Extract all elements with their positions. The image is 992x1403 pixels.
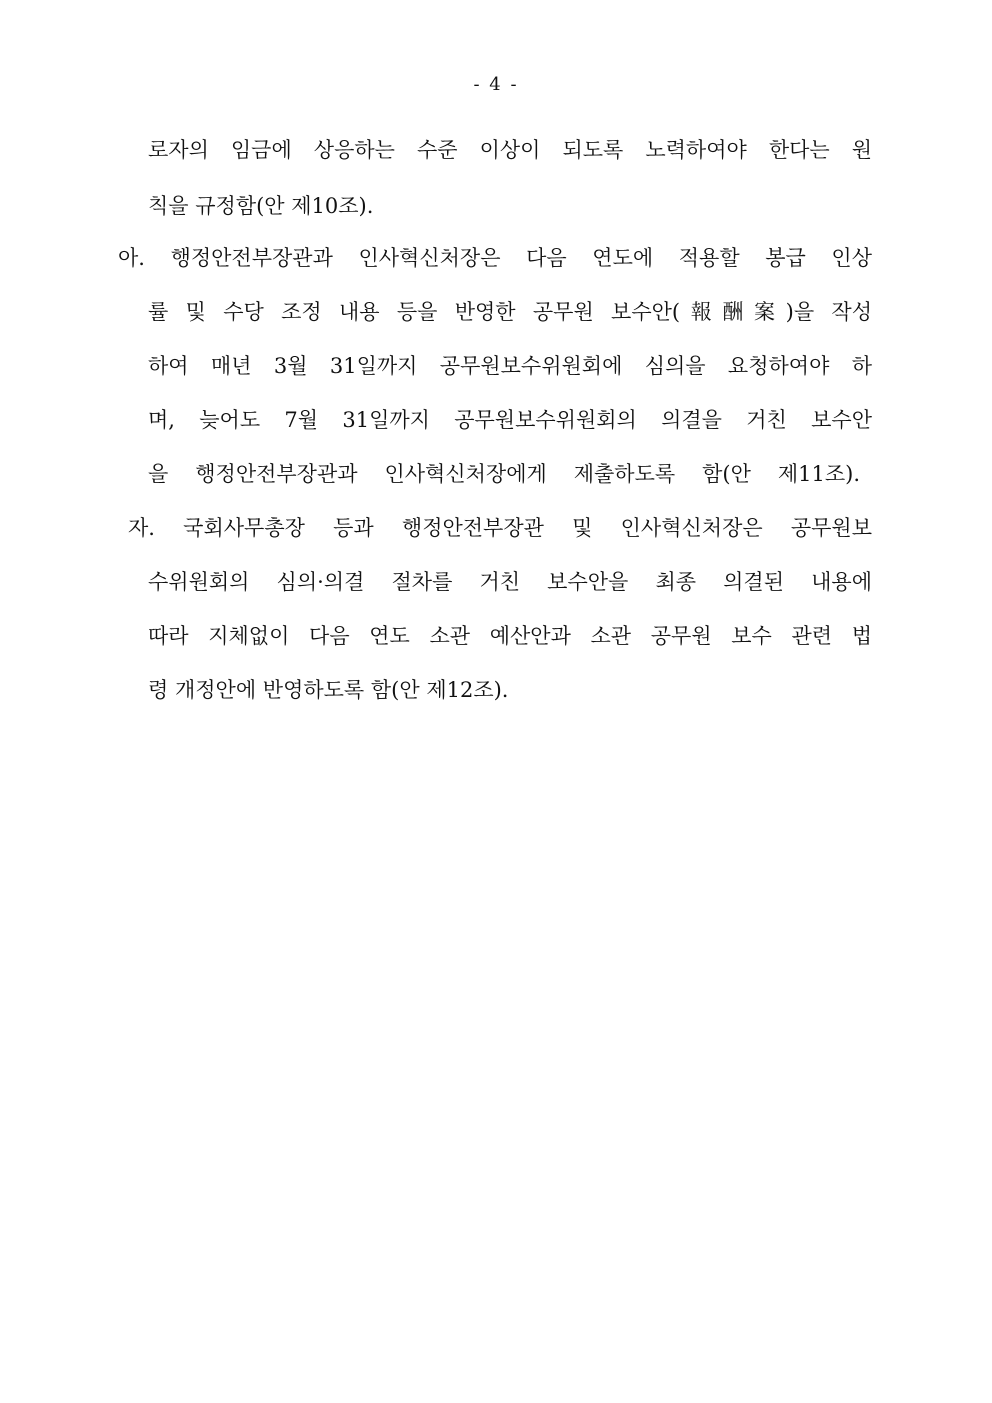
paragraph-line: 칙을 규정함(안 제10조). — [148, 194, 374, 218]
paragraph-line: 을 행정안전부장관과 인사혁신처장에게 제출하도록 함(안 제11조). — [148, 462, 860, 486]
paragraph-line: 따라 지체없이 다음 연도 소관 예산안과 소관 공무원 보수 관련 법 — [148, 624, 872, 648]
page-number: - 4 - — [473, 74, 519, 95]
paragraph-line: 하여 매년 3월 31일까지 공무원보수위원회에 심의을 요청하여야 하 — [148, 354, 872, 378]
paragraph-line: 아. 행정안전부장관과 인사혁신처장은 다음 연도에 적용할 봉급 인상 — [118, 246, 872, 270]
paragraph-line: 수위원회의 심의·의결 절차를 거친 보수안을 최종 의결된 내용에 — [148, 570, 872, 594]
paragraph-line: 률 및 수당 조정 내용 등을 반영한 공무원 보수안(報酬案)을 작성 — [148, 300, 872, 324]
paragraph-line: 며, 늦어도 7월 31일까지 공무원보수위원회의 의결을 거친 보수안 — [148, 408, 872, 432]
paragraph-line: 자. 국회사무총장 등과 행정안전부장관 및 인사혁신처장은 공무원보 — [128, 516, 872, 540]
paragraph-line: 령 개정안에 반영하도록 함(안 제12조). — [148, 678, 509, 702]
paragraph-line: 로자의 임금에 상응하는 수준 이상이 되도록 노력하여야 한다는 원 — [148, 138, 872, 162]
